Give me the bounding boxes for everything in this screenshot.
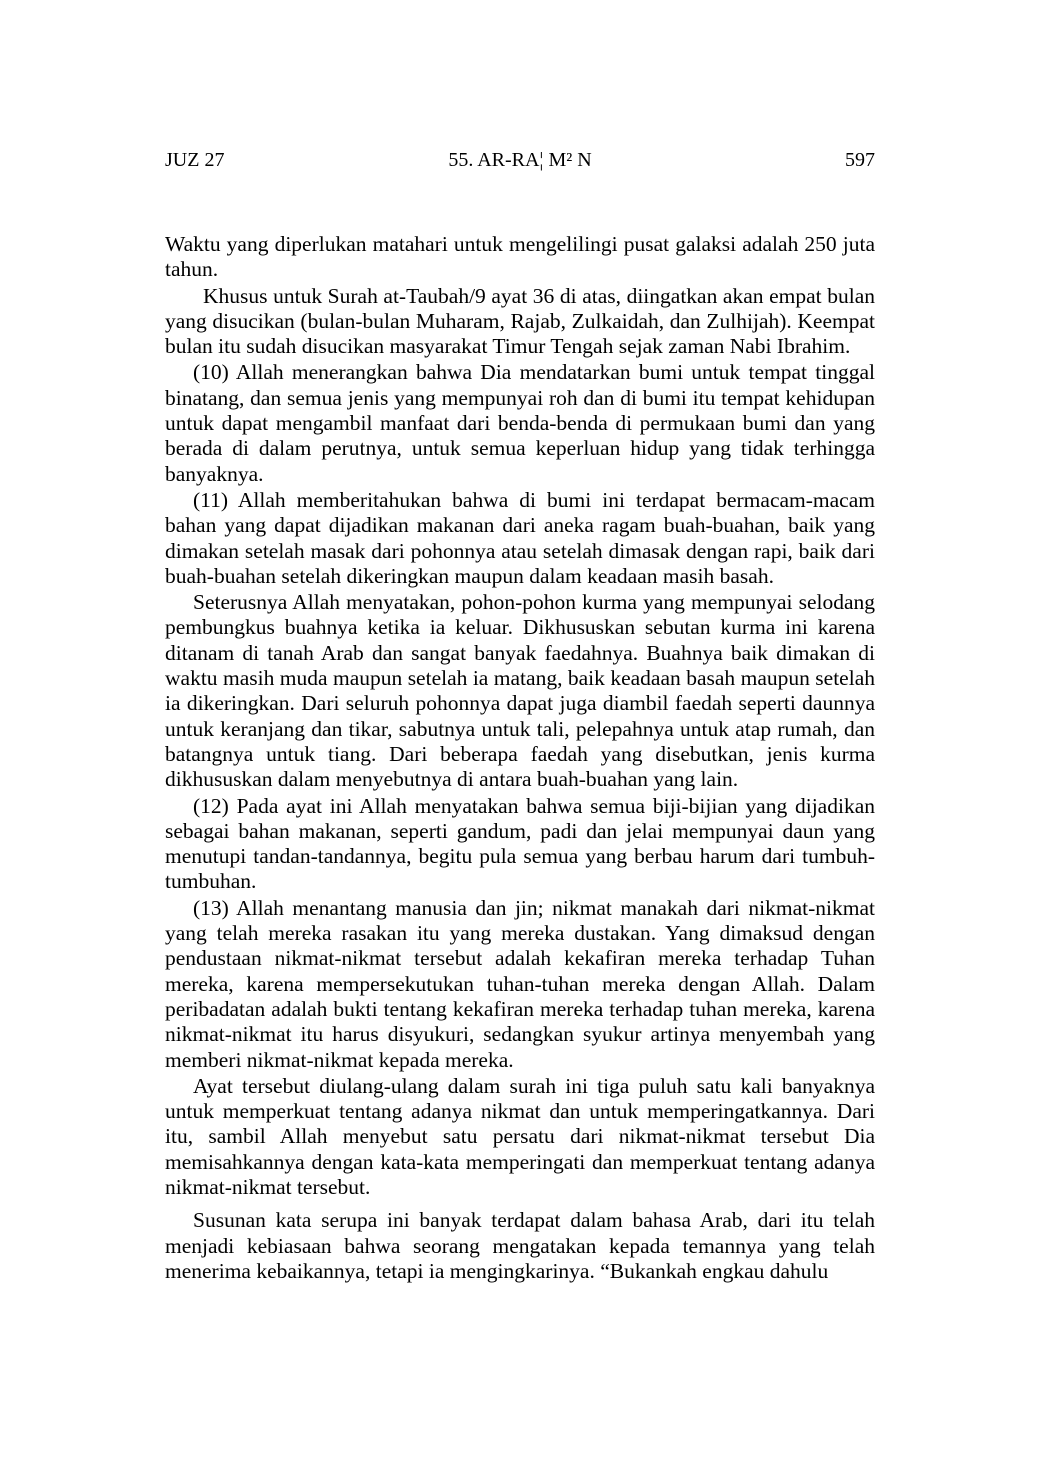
paragraph: (12) Pada ayat ini Allah menyatakan bahwa semua biji-bijian yang dijadikan sebagai bahan makanan, seperti gandum, padi dan jelai mempunyai daun yang menutupi tandan-tandannya, begitu pula semua yang berbau harum dari tumbuh-tumbuhan. xyxy=(165,793,875,894)
paragraph: (10) Allah menerangkan bahwa Dia mendatarkan bumi untuk tempat tinggal binatang, dan semua jenis yang mempunyai roh dan di bumi itu tempat kehidupan untuk dapat mengambil manfaat dari benda-benda di permukaan bumi dan yang berada di dalam perutnya, untuk semua keperluan hidup yang tidak terhingga banyaknya. xyxy=(165,360,875,486)
paragraph: Susunan kata serupa ini banyak terdapat dalam bahasa Arab, dari itu telah menjadi kebiasaan bahwa seorang mengatakan kepada temannya yang telah menerima kebaikannya, tetapi ia mengingkarinya. “Bukankah engkau dahulu xyxy=(165,1208,875,1283)
paragraph: Ayat tersebut diulang-ulang dalam surah ini tiga puluh satu kali banyaknya untuk memperkuat tentang adanya nikmat dan untuk memperingatkannya. Dari itu, sambil Allah menyebut satu persatu dari nikmat-nikmat tersebut Dia memisahkannya dengan kata-kata memperingati dan memperkuat tentang adanya nikmat-nikmat tersebut. xyxy=(165,1073,875,1199)
paragraph: Khusus untuk Surah at-Taubah/9 ayat 36 di atas, diingatkan akan empat bulan yang disucikan (bulan-bulan Muharam, Rajab, Zulkaidah, dan Zulhijah). Keempat bulan itu sudah disucikan masyarakat Timur Tengah sejak zaman Nabi Ibrahim. xyxy=(165,283,875,359)
juz-label: JUZ 27 xyxy=(165,149,225,171)
running-header xyxy=(165,145,875,175)
paragraph: Seterusnya Allah menyatakan, pohon-pohon kurma yang mempunyai selodang pembungkus buahnya ketika ia keluar. Dikhususkan sebutan kurma ini karena ditanam di tanah Arab dan sangat banyak faedahnya. Buahnya baik dimakan di waktu masih muda maupun setelah ia matang, baik keadaan basah maupun setelah ia dikeringkan. Dari seluruh pohonnya dapat juga diambil faedah seperti daunnya untuk keranjang dan tikar, sabutnya untuk tali, pelepahnya untuk atap rumah, dan batangnya untuk tiang. Dari beberapa faedah yang disebutkan, jenis kurma dikhususkan dalam menyebutnya di antara buah-buahan yang lain. xyxy=(165,590,875,792)
paragraph: Waktu yang diperlukan matahari untuk mengelilingi pusat galaksi adalah 250 juta tahun. xyxy=(165,232,875,282)
body-text xyxy=(165,232,875,1285)
page-number: 597 xyxy=(845,149,875,171)
paragraph: (11) Allah memberitahukan bahwa di bumi ini terdapat bermacam-macam bahan yang dapat dijadikan makanan dari aneka ragam buah-buahan, baik yang dimakan setelah masak dari pohonnya atau setelah dimasak dengan rapi, baik dari buah-buahan setelah dikeringkan maupun dalam keadaan masih basah. xyxy=(165,487,875,588)
paragraph: (13) Allah menantang manusia dan jin; nikmat manakah dari nikmat-nikmat yang telah mereka rasakan itu yang mereka dustakan. Yang dimaksud dengan pendustaan nikmat-nikmat tersebut adalah kekafiran mereka terhadap Tuhan mereka, karena mempersekutukan tuhan-tuhan mereka dengan Allah. Dalam peribadatan adalah bukti tentang kekafiran mereka terhadap tuhan mereka, karena nikmat-nikmat itu harus disyukuri, sedangkan syukur artinya menyembah yang memberi nikmat-nikmat kepada mereka. xyxy=(165,895,875,1072)
surah-title: 55. AR-RA¦ M² N xyxy=(448,149,592,171)
